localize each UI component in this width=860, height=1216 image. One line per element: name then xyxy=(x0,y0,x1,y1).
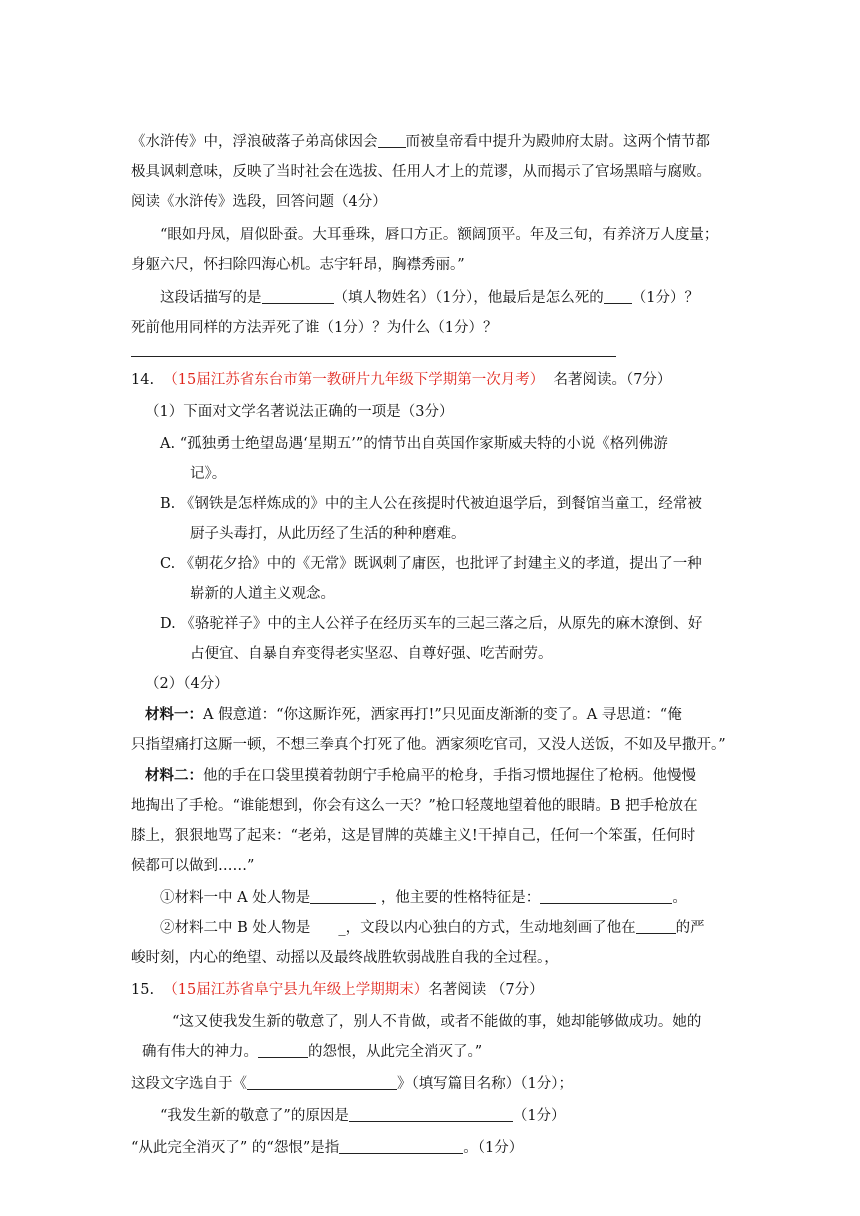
question-text: 这段文字选自于《 xyxy=(131,1076,247,1092)
option-d-cont: 占便宜、自暴自弃变得老实坚忍、自尊好强、吃苦耐劳。 xyxy=(190,646,553,662)
q14-sub1: （1）下面对文学名著说法正确的一项是（3分） xyxy=(145,404,454,420)
question-text: （1分）？ xyxy=(631,290,699,306)
intro-line-2: 极具讽刺意味，反映了当时社会在选拔、任用人才上的荒谬，从而揭示了官场黑暗与腐败。 xyxy=(131,164,711,180)
answer-1-line xyxy=(160,888,687,908)
material-label: 材料二： xyxy=(145,767,203,784)
answer-prompt: 。 xyxy=(672,890,687,906)
answer-blank[interactable] xyxy=(636,919,676,934)
material-2-line-2: 地掏出了手枪。“谁能想到，你会有这么一天？”枪口轻蔑地望着他的眼睛。B 把手枪放在 xyxy=(131,798,698,814)
quote-text: 的怨恨，从此完全消灭了。” xyxy=(308,1044,483,1060)
question-text: （填人物姓名）（1分），他最后是怎么死的 xyxy=(333,290,604,306)
material-text: A 假意道：“你这厮诈死，洒家再打!”只见面皮渐渐的变了。A 寻思道：“俺 xyxy=(203,707,682,723)
question-number: 14. xyxy=(131,372,155,388)
question-text: “从此完全消灭了” 的“怨恨”是指 xyxy=(131,1140,340,1156)
answer-2-line-2: 峻时刻，内心的绝望、动摇以及最终战胜软弱战胜自我的全过程。， xyxy=(131,950,559,966)
answer-prompt: ②材料二中 B 处人物是 xyxy=(160,920,311,936)
answer-blank[interactable] xyxy=(604,289,632,304)
question-title: 名著阅读。（7分） xyxy=(553,372,672,388)
material-2-line-3: 膝上，狠狠地骂了起来：“老弟，这是冒牌的英雄主义!干掉自己，任何一个笨蛋，任何时 xyxy=(131,828,696,844)
quote-line-1: “眼如丹凤，眉似卧蚕。大耳垂珠，唇口方正。额阔顶平。年及三旬，有养济万人度量； xyxy=(160,227,719,243)
answer-blank[interactable] xyxy=(258,1043,308,1058)
answer-line[interactable] xyxy=(131,356,616,357)
question-number: 15. xyxy=(131,982,155,998)
option-d: D. 《骆驼祥子》中的主人公祥子在经历买车的三起三落之后，从原先的麻木潦倒、好 xyxy=(160,616,703,632)
answer-prompt: 的严 xyxy=(675,920,705,936)
intro-line-1 xyxy=(131,132,710,152)
option-a: A. “孤独勇士绝望岛遇‘星期五’”的情节出自英国作家斯威夫特的小说《格列佛游 xyxy=(160,436,668,452)
question-line-2: 死前他用同样的方法弄死了谁（1分）？为什么（1分）？ xyxy=(131,320,498,336)
material-2-line-4: 候都可以做到……” xyxy=(131,858,255,874)
answer-blank[interactable] xyxy=(349,1107,513,1122)
q15-heading xyxy=(131,980,544,1000)
option-c: C. 《朝花夕拾》中的《无常》既讽刺了庸医，也批评了封建主义的孝道，提出了一种 xyxy=(160,556,702,572)
answer-blank[interactable] xyxy=(378,133,406,148)
question-text: 这段话描写的是 xyxy=(160,290,262,306)
answer-prompt: ，他主要的性格特征是： xyxy=(380,890,541,906)
option-b-cont: 厨子头毒打，从此历经了生活的种种磨难。 xyxy=(190,526,466,542)
q15-source-line xyxy=(131,1074,573,1094)
option-a-cont: 记》。 xyxy=(190,466,227,482)
answer-prompt: ①材料一中 A 处人物是 xyxy=(160,890,311,906)
question-text: 》（填写篇目名称）（1分）； xyxy=(397,1076,573,1092)
intro-text: 而被皇帝看中提升为殿帅府太尉。这两个情节都 xyxy=(405,134,710,150)
answer-prompt: _，文段以内心独白的方式，生动地刻画了他在 xyxy=(338,920,636,936)
material-label: 材料一： xyxy=(145,706,203,723)
answer-2-line xyxy=(160,918,705,938)
question-source: （15届江苏省阜宁县九年级上学期期末） xyxy=(163,982,429,998)
question-text: 。（1分） xyxy=(463,1140,524,1156)
answer-blank[interactable] xyxy=(262,289,334,304)
q15-reason-line xyxy=(160,1106,566,1126)
quote-line-2: 身躯六尺，怀扫除四海心机。志宇轩昂，胸襟秀丽。” xyxy=(131,257,465,273)
question-text: （1分） xyxy=(512,1108,566,1124)
intro-text: 《水浒传》中，浮浪破落子弟高俅因会 xyxy=(131,134,378,150)
q15-quote-line-1: “这又使我发生新的敬意了，别人不肯做，或者不能做的事，她却能够做成功。她的 xyxy=(172,1014,702,1030)
quote-text: 确有伟大的神力。 xyxy=(142,1044,258,1060)
material-2-line-1 xyxy=(145,766,696,786)
question-source: （15届江苏省东台市第一教研片九年级下学期第一次月考） xyxy=(163,372,545,388)
question-title: 名著阅读 （7分） xyxy=(428,982,544,998)
answer-blank[interactable] xyxy=(310,889,376,904)
material-text: 他的手在口袋里摸着勃朗宁手枪扁平的枪身，手指习惯地握住了枪柄。他慢慢 xyxy=(203,768,696,784)
q15-resentment-line xyxy=(131,1138,523,1158)
q14-heading xyxy=(131,370,671,390)
answer-blank[interactable] xyxy=(540,889,672,904)
question-line-1 xyxy=(160,288,699,308)
material-1-line-1 xyxy=(145,705,682,725)
material-1-line-2: 只指望痛打这厮一顿，不想三拳真个打死了他。洒家须吃官司，又没人送饭，不如及早撒开。” xyxy=(131,737,726,753)
option-b: B. 《钢铁是怎样炼成的》中的主人公在孩提时代被迫退学后，到餐馆当童工，经常被 xyxy=(160,496,702,512)
q14-sub2: （2）（4分） xyxy=(145,676,229,692)
answer-blank[interactable] xyxy=(247,1075,397,1090)
q15-quote-line-2 xyxy=(142,1042,482,1062)
intro-line-3: 阅读《水浒传》选段，回答问题（4分） xyxy=(131,194,387,210)
question-text: “我发生新的敬意了”的原因是 xyxy=(160,1108,349,1124)
answer-blank[interactable] xyxy=(339,1139,463,1154)
option-c-cont: 崭新的人道主义观念。 xyxy=(190,586,335,602)
